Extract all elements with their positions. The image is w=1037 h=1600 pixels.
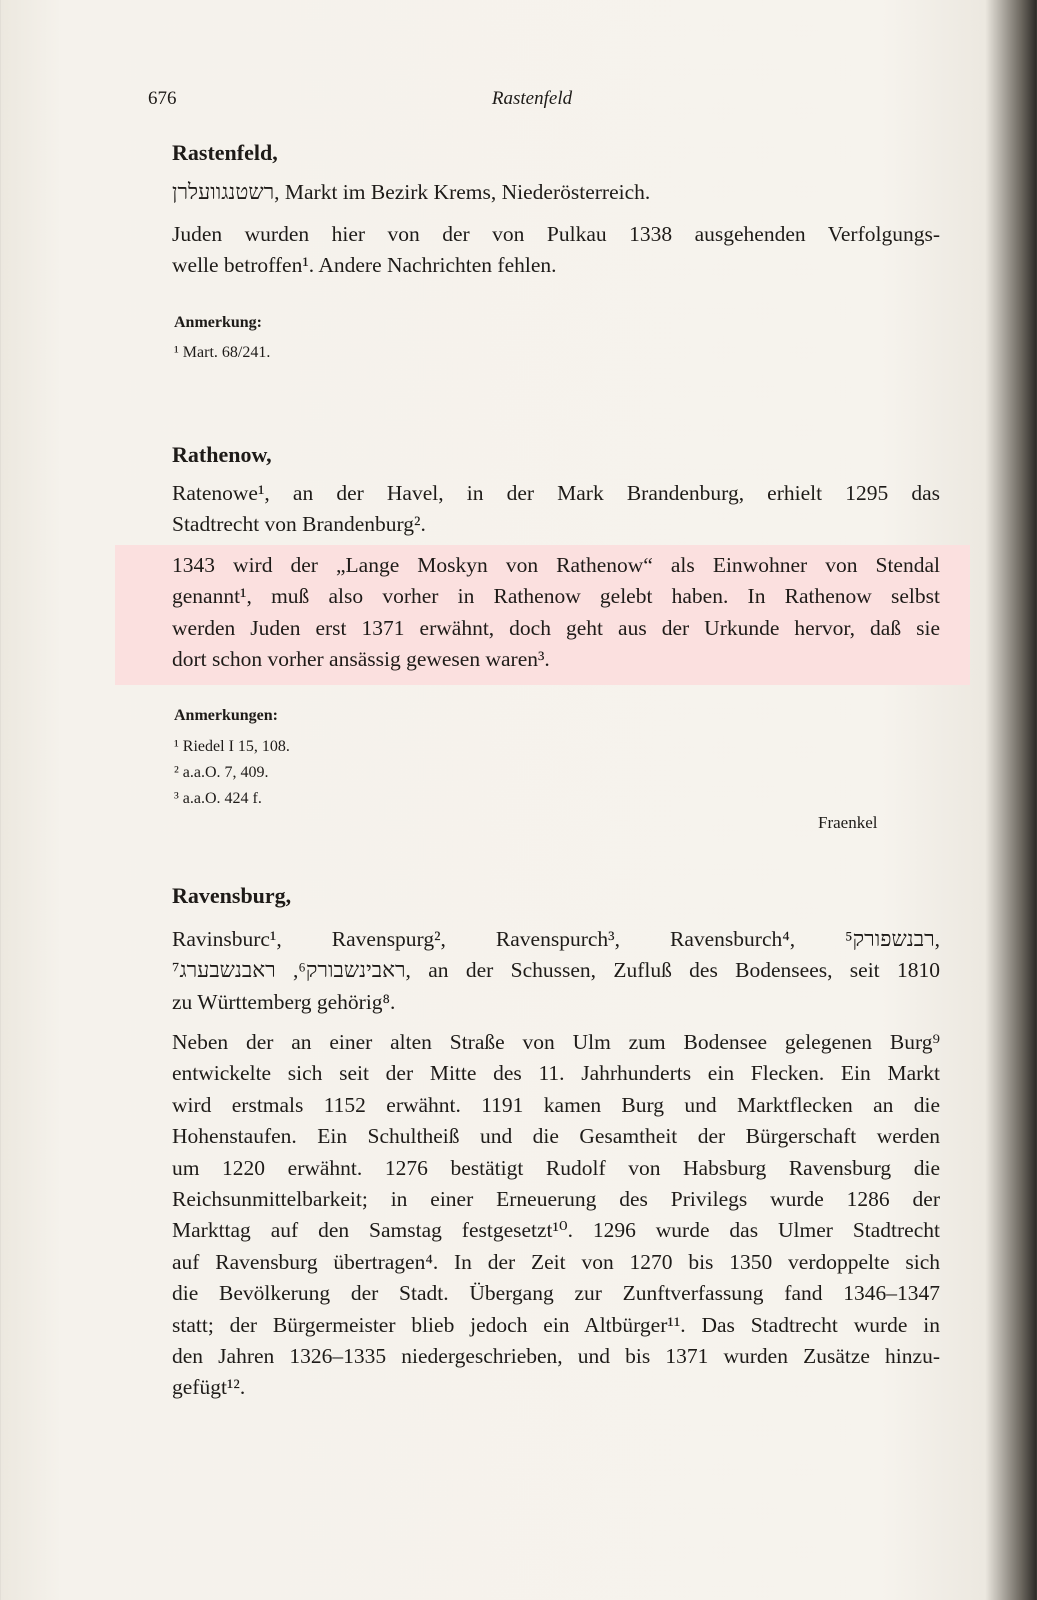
rathenow-names <box>172 478 940 541</box>
ravensburg-paragraph <box>172 1027 940 1404</box>
text-line: Reichsunmittelbarkeit; in einer Erneuerung des Privilegs wurde 1286 der <box>172 1186 940 1211</box>
text-line: Ravinsburc¹, Ravenspurg², Ravenspurch³, Ravensburch⁴, רבנשפורק⁵, <box>172 927 940 951</box>
rathenow-notes <box>174 734 290 812</box>
text-line: den Jahren 1326–1335 niedergeschrieben, und bis 1371 wurden Zusätze hinzu- <box>172 1343 940 1368</box>
text-line: ראבינשבורק⁶, ראבנשבערג⁷, an der Schussen, Zufluß des Bodensees, seit 1810 <box>172 958 940 983</box>
entry-title-rathenow: Rathenow, <box>172 442 272 467</box>
footnote: ¹ Mart. 68/241. <box>174 344 271 361</box>
rathenow-paragraph-highlighted <box>172 550 940 676</box>
notes-title: Anmerkung: <box>174 314 263 331</box>
text-line: Stadtrecht von Brandenburg². <box>172 512 426 537</box>
rastenfeld-notes <box>174 340 270 366</box>
text-line: um 1220 erwähnt. 1276 bestätigt Rudolf von Habsburg Ravensburg die <box>172 1155 940 1180</box>
page-number: 676 <box>148 88 177 109</box>
text-line: zu Württemberg gehörig⁸. <box>172 989 396 1014</box>
notes-title: Anmerkungen: <box>174 707 279 724</box>
footnote: ³ a.a.O. 424 f. <box>174 790 262 807</box>
text-line: dort schon vorher ansässig gewesen waren³. <box>172 647 550 672</box>
text-line: genannt¹, muß also vorher in Rathenow gelebt haben. In Rathenow selbst <box>172 584 940 609</box>
text-line: wird erstmals 1152 erwähnt. 1191 kamen Burg und Marktflecken an die <box>172 1092 940 1117</box>
text-line: werden Juden erst 1371 erwähnt, doch geht aus der Urkunde hervor, daß sie <box>172 615 940 640</box>
entry-title-rastenfeld: Rastenfeld, <box>172 140 278 165</box>
rastenfeld-paragraph <box>172 219 940 282</box>
text-line: statt; der Bürgermeister blieb jedoch ein Altbürger¹¹. Das Stadtrecht wurde in <box>172 1312 940 1337</box>
text-line: 1343 wird der „Lange Moskyn von Rathenow“ als Einwohner von Stendal <box>172 553 940 577</box>
text-line: רשטנגוועלרן, Markt im Bezirk Krems, Niederösterreich. <box>172 180 651 204</box>
text-line: Hohenstaufen. Ein Schultheiß und die Gesamtheit der Bürgerschaft werden <box>172 1124 940 1149</box>
text-line: Juden wurden hier von der von Pulkau 1338 ausgehenden Verfolgungs- <box>172 222 940 246</box>
text-line: Neben der an einer alten Straße von Ulm zum Bodensee gelegenen Burg⁹ <box>172 1030 940 1054</box>
text-line: welle betroffen¹. Andere Nachrichten fehlen. <box>172 253 557 278</box>
text-line: Markttag auf den Samstag festgesetzt¹⁰. 1296 wurde das Ulmer Stadtrecht <box>172 1218 940 1243</box>
running-title: Rastenfeld <box>491 88 573 109</box>
entry-title-ravensburg: Ravensburg, <box>172 883 292 908</box>
rastenfeld-names <box>172 177 940 208</box>
text-line: auf Ravensburg übertragen⁴. In der Zeit von 1270 bis 1350 verdoppelte sich <box>172 1249 940 1274</box>
footnote: ¹ Riedel I 15, 108. <box>174 738 290 755</box>
author-signature: Fraenkel <box>818 813 878 832</box>
footnote: ² a.a.O. 7, 409. <box>174 764 269 781</box>
ravensburg-names <box>172 924 940 1018</box>
text-line: die Bevölkerung der Stadt. Übergang zur Zunftverfassung fand 1346–1347 <box>172 1281 940 1306</box>
text-line: gefügt¹². <box>172 1375 246 1400</box>
text-line: entwickelte sich seit der Mitte des 11. Jahrhunderts ein Flecken. Ein Markt <box>172 1061 940 1086</box>
text-line: Ratenowe¹, an der Havel, in der Mark Brandenburg, erhielt 1295 das <box>172 481 940 505</box>
